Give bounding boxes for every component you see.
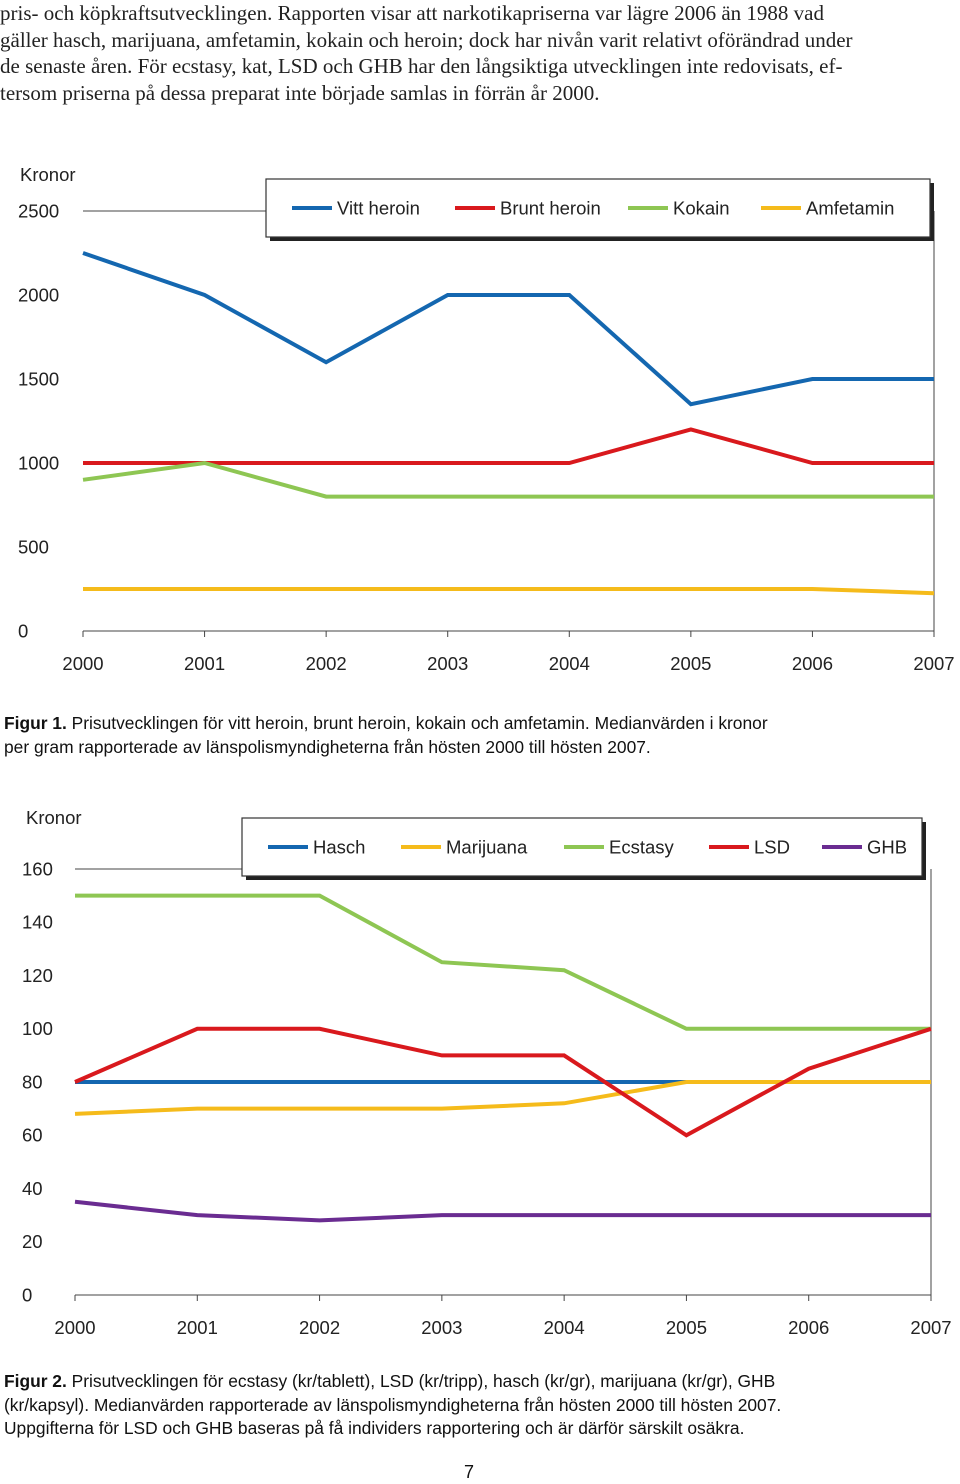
y-tick-label: 0: [18, 620, 29, 642]
figure-1-caption-text: Prisutvecklingen för vitt heroin, brunt heroin, kokain och amfetamin. Medianvärden i kronor: [66, 713, 768, 733]
legend-entry: Vitt heroin: [337, 197, 420, 219]
y-tick-label: 160: [22, 858, 53, 880]
y-tick-label: 120: [22, 964, 53, 986]
x-tick-label: 2002: [298, 1317, 341, 1338]
x-tick-label: 2000: [62, 653, 104, 674]
y-tick-label: 80: [22, 1071, 43, 1093]
figure-2-label: Figur 2.: [4, 1371, 67, 1391]
legend-entry: GHB: [867, 836, 908, 858]
x-tick-label: 2004: [548, 653, 590, 674]
x-tick-label: 2001: [176, 1317, 218, 1338]
figure-1-caption: [4, 712, 954, 759]
x-tick-label: 2005: [670, 653, 712, 674]
legend-entry: Hasch: [313, 836, 366, 858]
y-tick-label: 500: [18, 536, 49, 558]
legend-entry: Amfetamin: [806, 197, 895, 219]
y-tick-label: 140: [22, 911, 53, 933]
y-tick-label: 20: [22, 1231, 43, 1253]
series-line-vitt-heroin: [83, 253, 934, 404]
intro-line: gäller hasch, marijuana, amfetamin, kokain och heroin; dock har nivån varit relativt oförändrad under: [0, 27, 853, 52]
y-tick-label: 2500: [18, 200, 60, 222]
page-number: 7: [464, 1462, 475, 1482]
series-line-brunt-heroin: [83, 429, 934, 463]
x-tick-label: 2007: [913, 653, 955, 674]
x-tick-label: 2006: [791, 653, 834, 674]
legend-entry: Ecstasy: [609, 836, 674, 858]
legend-entry: LSD: [754, 836, 790, 858]
y-tick-label: 0: [22, 1284, 33, 1306]
intro-paragraph: [0, 0, 944, 106]
series-line-marijuana: [75, 1082, 931, 1114]
figure-2-caption-text: Uppgifterna för LSD och GHB baseras på få individers rapportering och är därför särskilt osäkra.: [4, 1418, 745, 1438]
y-tick-label: 1500: [18, 368, 60, 390]
x-tick-label: 2000: [54, 1317, 96, 1338]
figure-1-caption-text: per gram rapporterade av länspolismyndigheterna från hösten 2000 till hösten 2007.: [4, 736, 651, 757]
series-line-ghb: [75, 1202, 931, 1221]
x-tick-label: 2007: [910, 1317, 952, 1338]
x-tick-label: 2001: [183, 653, 226, 674]
y-tick-label: 40: [22, 1177, 43, 1199]
x-tick-label: 2006: [788, 1317, 830, 1338]
chart-cannabis-ecstasy-lsd-ghb: [0, 800, 960, 1420]
legend-entry: Brunt heroin: [500, 197, 601, 219]
series-line-kokain: [83, 463, 934, 497]
x-tick-label: 2005: [665, 1317, 708, 1338]
y-tick-label: 2000: [18, 284, 60, 306]
intro-line: tersom priserna på dessa preparat inte började samlas in förrän år 2000.: [0, 80, 600, 105]
series-line-ecstasy: [75, 896, 931, 1029]
legend-entry: Marijuana: [446, 836, 528, 858]
y-tick-label: 100: [22, 1018, 53, 1040]
y-axis-label: Kronor: [20, 164, 76, 185]
legend-entry: Kokain: [673, 197, 730, 219]
figure-2-caption: [4, 1370, 954, 1441]
series-line-amfetamin: [83, 589, 934, 593]
x-tick-label: 2004: [543, 1317, 585, 1338]
figure-1-label: Figur 1.: [4, 713, 67, 733]
x-tick-label: 2003: [421, 1317, 463, 1338]
y-tick-label: 60: [22, 1124, 43, 1146]
figure-2-caption-text: Prisutvecklingen för ecstasy (kr/tablett), LSD (kr/tripp), hasch (kr/gr), marijuana (kr/gr), GHB: [66, 1371, 776, 1391]
y-tick-label: 1000: [18, 452, 60, 474]
y-axis-label: Kronor: [26, 807, 82, 828]
x-tick-label: 2003: [427, 653, 469, 674]
intro-line: de senaste åren. För ecstasy, kat, LSD och GHB har den långsiktiga utvecklingen inte redovisats, ef-: [0, 54, 843, 78]
figure-2-caption-text: (kr/kapsyl). Medianvärden rapporterade av länspolismyndigheterna från hösten 2000 till hösten 2007.: [4, 1394, 782, 1415]
intro-line: pris- och köpkraftsutvecklingen. Rapporten visar att narkotikapriserna var lägre 2006 än 1988 vad: [0, 1, 824, 25]
x-tick-label: 2002: [305, 653, 347, 674]
